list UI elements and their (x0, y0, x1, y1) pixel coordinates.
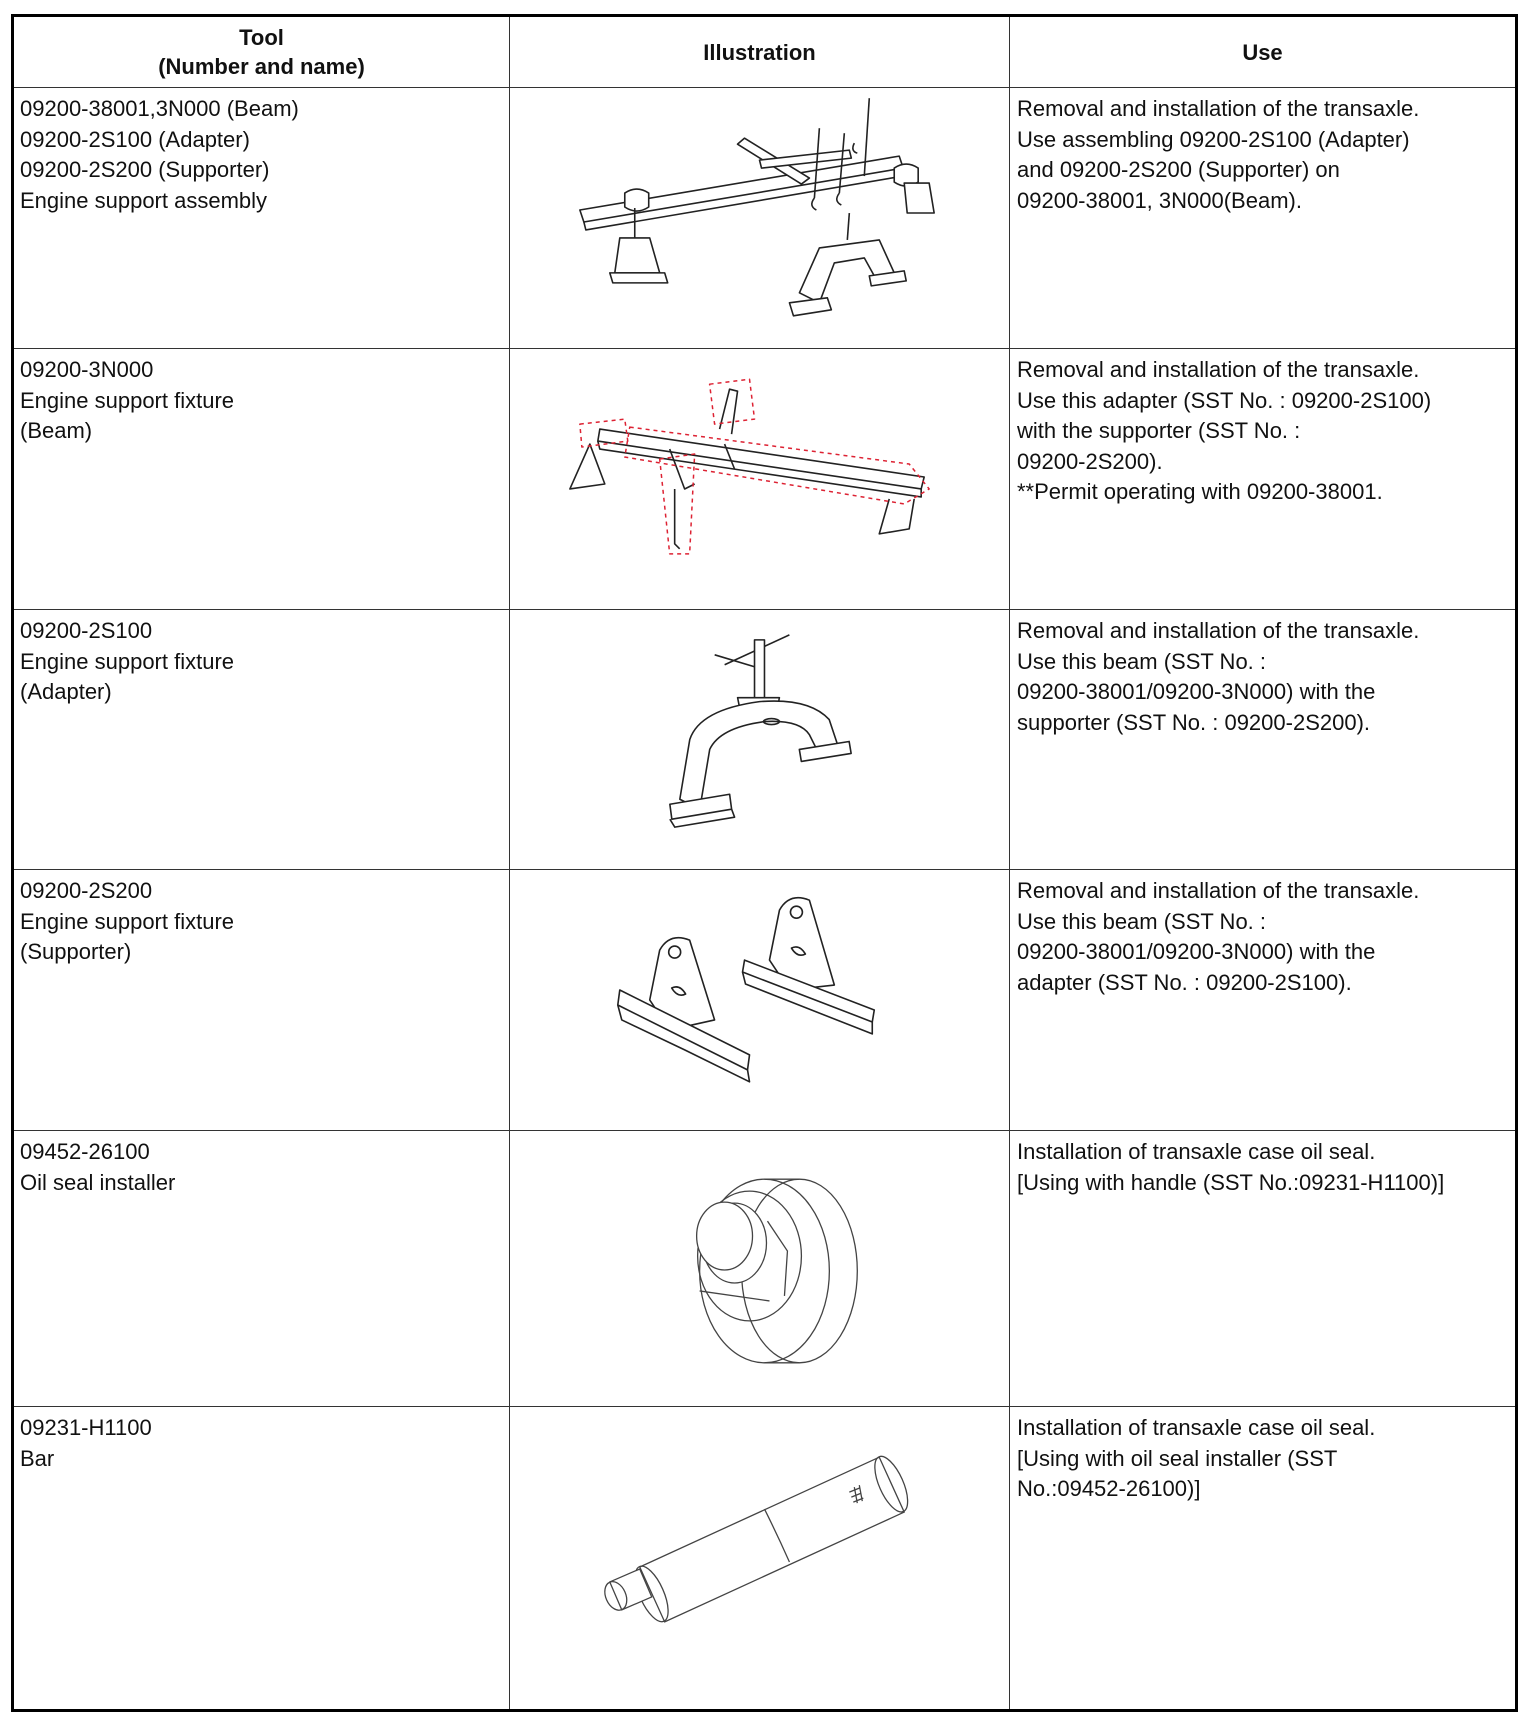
use-line: [Using with handle (SST No.:09231-H1100)] (1017, 1169, 1445, 1195)
header-tool (13, 16, 510, 88)
bar-handle-icon (510, 1407, 1009, 1703)
use-line: 09200-38001/09200-3N000) with the (1017, 939, 1376, 964)
tool-line: 09452-26100 (20, 1139, 150, 1164)
tool-line: Engine support assembly (20, 187, 268, 213)
header-use: Use (1010, 16, 1517, 88)
use-line: 09200-2S200). (1017, 448, 1163, 474)
tool-line: 09200-2S100 (20, 618, 153, 643)
supporter-pair-icon (510, 870, 1009, 1124)
use-line: Removal and installation of the transaxle. (1017, 878, 1420, 903)
use-line: Removal and installation of the transaxle. (1017, 96, 1420, 121)
tool-line: Engine support fixture (20, 387, 235, 413)
use-line: [Using with oil seal installer (SST (1017, 1445, 1338, 1471)
use-line: Removal and installation of the transaxle. (1017, 618, 1420, 643)
use-line: Use this adapter (SST No. : 09200-2S100) (1017, 387, 1432, 413)
use-line: Removal and installation of the transaxle. (1017, 357, 1420, 382)
tool-line: 09200-2S100 (Adapter) (20, 126, 250, 152)
table-row (13, 1131, 1517, 1407)
header-tool-line1: Tool (239, 25, 284, 50)
support-beam-icon (510, 349, 1009, 603)
header-row (13, 16, 1517, 88)
tool-line: Engine support fixture (20, 908, 235, 934)
use-line: Use this beam (SST No. : (1017, 908, 1267, 934)
use-cell (1010, 1407, 1517, 1711)
use-line: and 09200-2S200 (Supporter) on (1017, 157, 1340, 182)
use-cell (1010, 1131, 1517, 1407)
illustration-cell (510, 870, 1010, 1131)
use-cell (1010, 870, 1517, 1131)
use-line: No.:09452-26100)] (1017, 1476, 1201, 1501)
tool-cell (13, 610, 510, 870)
tool-cell (13, 88, 510, 349)
table-row (13, 610, 1517, 870)
illustration-cell (510, 610, 1010, 870)
table-row (13, 88, 1517, 349)
tool-line: (Adapter) (20, 679, 112, 704)
tool-line: 09231-H1100 (20, 1415, 152, 1440)
tool-line: 09200-38001,3N000 (Beam) (20, 96, 299, 121)
tool-cell (13, 1407, 510, 1711)
adapter-icon (510, 610, 1009, 863)
illustration-cell (510, 1407, 1010, 1711)
tool-line: (Supporter) (20, 939, 132, 964)
tool-cell (13, 1131, 510, 1407)
use-line: 09200-38001, 3N000(Beam). (1017, 187, 1302, 213)
tool-cell (13, 870, 510, 1131)
illustration-cell (510, 349, 1010, 610)
tool-line: Bar (20, 1445, 55, 1471)
special-service-tools-table (11, 14, 1518, 1712)
table-row (13, 870, 1517, 1131)
use-line: 09200-38001/09200-3N000) with the (1017, 679, 1376, 704)
use-cell (1010, 88, 1517, 349)
tool-cell (13, 349, 510, 610)
tool-line: 09200-2S200 (20, 878, 153, 903)
illustration-cell (510, 88, 1010, 349)
engine-support-assembly-icon (510, 88, 1009, 342)
oil-seal-installer-icon (510, 1131, 1009, 1400)
tool-line: Oil seal installer (20, 1169, 176, 1195)
table-row (13, 349, 1517, 610)
tool-line: Engine support fixture (20, 648, 235, 674)
header-illustration: Illustration (510, 16, 1010, 88)
use-line: Use this beam (SST No. : (1017, 648, 1267, 674)
tool-line: 09200-2S200 (Supporter) (20, 157, 270, 182)
table-row (13, 1407, 1517, 1711)
use-cell (1010, 610, 1517, 870)
header-tool-line2: (Number and name) (158, 54, 365, 79)
use-line: supporter (SST No. : 09200-2S200). (1017, 709, 1371, 735)
use-cell (1010, 349, 1517, 610)
use-line: Installation of transaxle case oil seal. (1017, 1415, 1376, 1440)
use-line: **Permit operating with 09200-38001. (1017, 479, 1383, 504)
use-line: Installation of transaxle case oil seal. (1017, 1139, 1376, 1164)
tool-line: 09200-3N000 (20, 357, 154, 382)
use-line: Use assembling 09200-2S100 (Adapter) (1017, 126, 1410, 152)
tool-line: (Beam) (20, 418, 93, 443)
use-line: adapter (SST No. : 09200-2S100). (1017, 969, 1352, 995)
use-line: with the supporter (SST No. : (1017, 418, 1301, 443)
illustration-cell (510, 1131, 1010, 1407)
